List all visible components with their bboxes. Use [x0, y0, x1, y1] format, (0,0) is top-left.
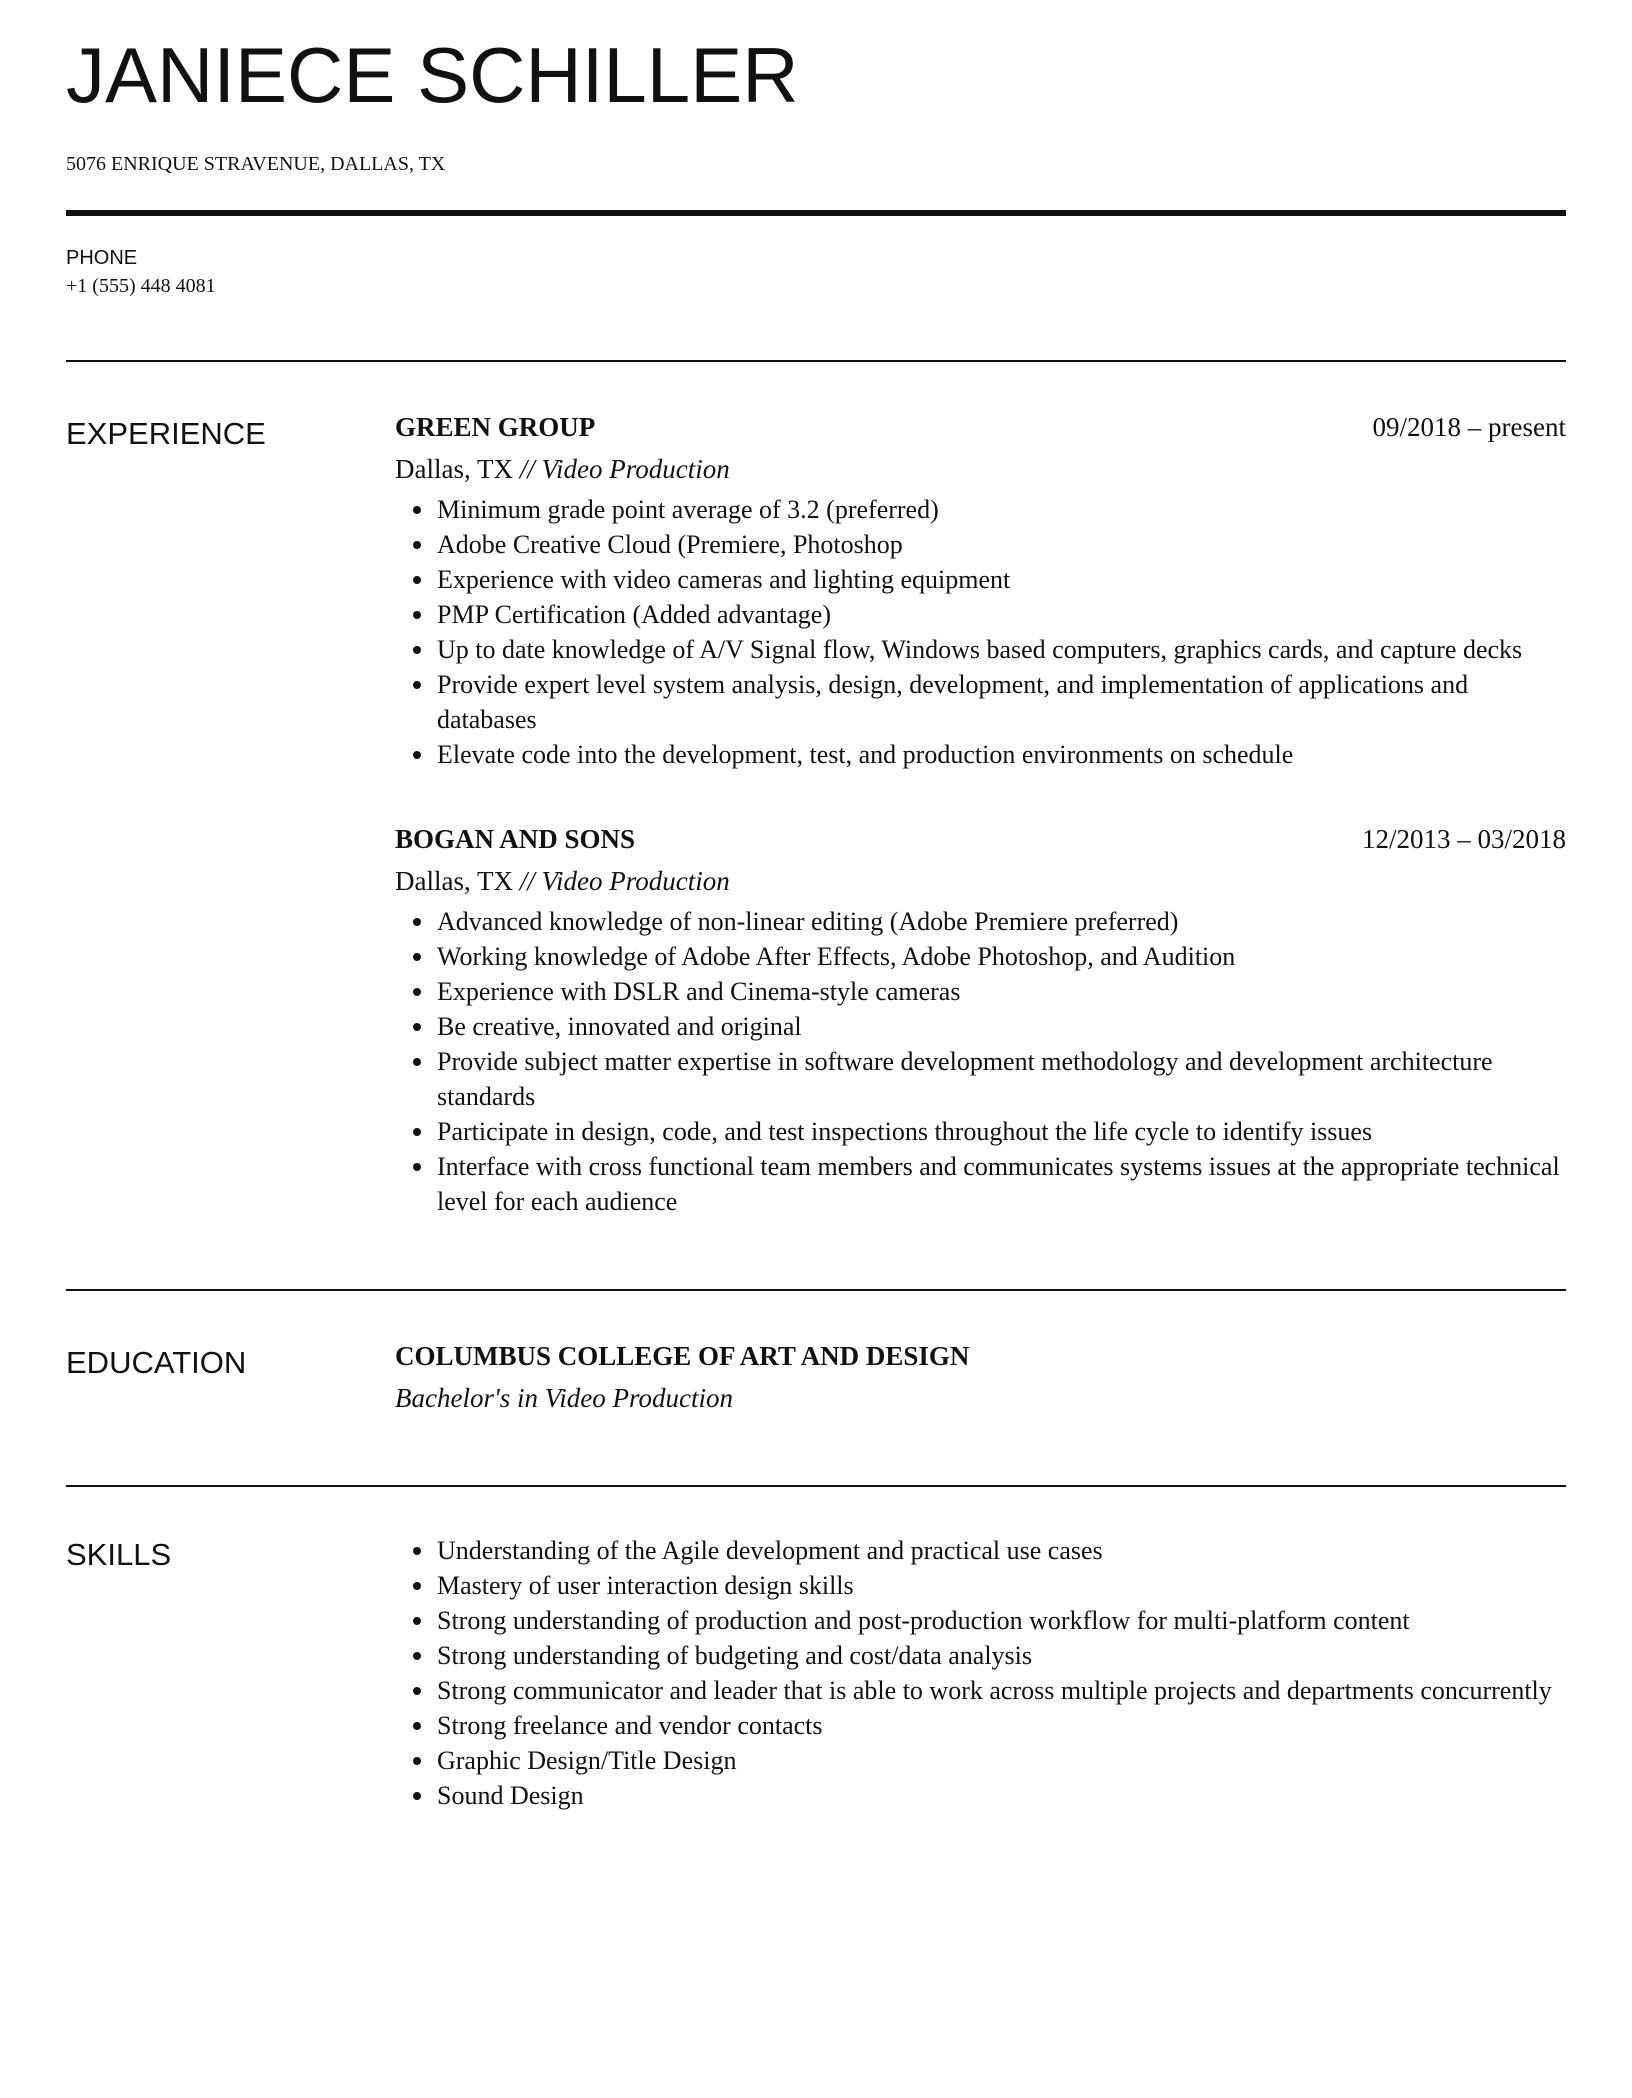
phone-value: +1 (555) 448 4081	[66, 275, 216, 297]
education-header	[395, 1339, 1566, 1379]
experience-section	[66, 410, 1566, 1219]
school-name: COLUMBUS COLLEGE OF ART AND DESIGN	[395, 1341, 970, 1371]
job-subtitle	[395, 450, 1566, 490]
bullet-item: Advanced knowledge of non-linear editing (Adobe Premiere preferred)	[437, 904, 1566, 939]
bullet-item: PMP Certification (Added advantage)	[437, 597, 1566, 632]
education-heading: EDUCATION	[66, 1345, 247, 1380]
education-section	[66, 1339, 1566, 1417]
experience-body	[395, 410, 1566, 1219]
bullet-item: Be creative, innovated and original	[437, 1009, 1566, 1044]
candidate-address: 5076 ENRIQUE STRAVENUE, DALLAS, TX	[66, 153, 446, 175]
bullet-item: Provide subject matter expertise in software development methodology and development architecture standards	[437, 1044, 1566, 1114]
job-bullets	[395, 492, 1566, 772]
skill-item: Graphic Design/Title Design	[437, 1743, 1566, 1778]
company-name: BOGAN AND SONS	[395, 824, 636, 854]
company-name: GREEN GROUP	[395, 412, 596, 442]
job-role: Video Production	[541, 866, 730, 896]
bullet-item: Up to date knowledge of A/V Signal flow, Windows based computers, graphics cards, and capture decks	[437, 632, 1566, 667]
bullet-item: Experience with DSLR and Cinema-style cameras	[437, 974, 1566, 1009]
bullet-item: Interface with cross functional team members and communicates systems issues at the appropriate technical level for each audience	[437, 1149, 1566, 1219]
job-subtitle	[395, 862, 1566, 902]
education-body	[395, 1339, 1566, 1417]
job-role: Video Production	[541, 454, 730, 484]
skill-item: Mastery of user interaction design skills	[437, 1568, 1566, 1603]
bullet-item: Experience with video cameras and lighting equipment	[437, 562, 1566, 597]
skills-section	[66, 1533, 1566, 1813]
skill-item: Sound Design	[437, 1778, 1566, 1813]
job-header	[395, 410, 1566, 450]
section-divider-skills	[66, 1485, 1566, 1487]
skill-item: Understanding of the Agile development and practical use cases	[437, 1533, 1566, 1568]
section-divider-education	[66, 1289, 1566, 1291]
skills-list	[395, 1533, 1566, 1813]
job-location: Dallas, TX	[395, 866, 513, 896]
skill-item: Strong freelance and vendor contacts	[437, 1708, 1566, 1743]
job-entry	[395, 410, 1566, 772]
job-entry	[395, 822, 1566, 1219]
skills-heading: SKILLS	[66, 1537, 172, 1572]
degree-name: Bachelor's in Video Production	[395, 1383, 733, 1413]
bullet-item: Provide expert level system analysis, design, development, and implementation of applications and databases	[437, 667, 1566, 737]
bullet-item: Adobe Creative Cloud (Premiere, Photoshop	[437, 527, 1566, 562]
job-dates: 12/2013 – 03/2018	[1361, 824, 1566, 854]
job-separator: //	[519, 866, 535, 896]
skill-item: Strong understanding of budgeting and cost/data analysis	[437, 1638, 1566, 1673]
skill-item: Strong communicator and leader that is able to work across multiple projects and departments concurrently	[437, 1673, 1566, 1708]
bullet-item: Working knowledge of Adobe After Effects, Adobe Photoshop, and Audition	[437, 939, 1566, 974]
section-divider-experience	[66, 360, 1566, 362]
candidate-name: JANIECE SCHILLER	[66, 31, 799, 119]
job-location: Dallas, TX	[395, 454, 513, 484]
skills-body	[395, 1533, 1566, 1813]
bullet-item: Participate in design, code, and test inspections throughout the life cycle to identify issues	[437, 1114, 1566, 1149]
job-separator: //	[519, 454, 535, 484]
bullet-item: Minimum grade point average of 3.2 (preferred)	[437, 492, 1566, 527]
job-dates: 09/2018 – present	[1372, 412, 1566, 442]
contact-block	[66, 246, 1566, 320]
skill-item: Strong understanding of production and post-production workflow for multi-platform content	[437, 1603, 1566, 1638]
phone-label: PHONE	[66, 247, 138, 269]
header-divider	[66, 210, 1566, 216]
job-bullets	[395, 904, 1566, 1219]
job-header	[395, 822, 1566, 862]
experience-heading: EXPERIENCE	[66, 416, 266, 451]
bullet-item: Elevate code into the development, test, and production environments on schedule	[437, 737, 1566, 772]
